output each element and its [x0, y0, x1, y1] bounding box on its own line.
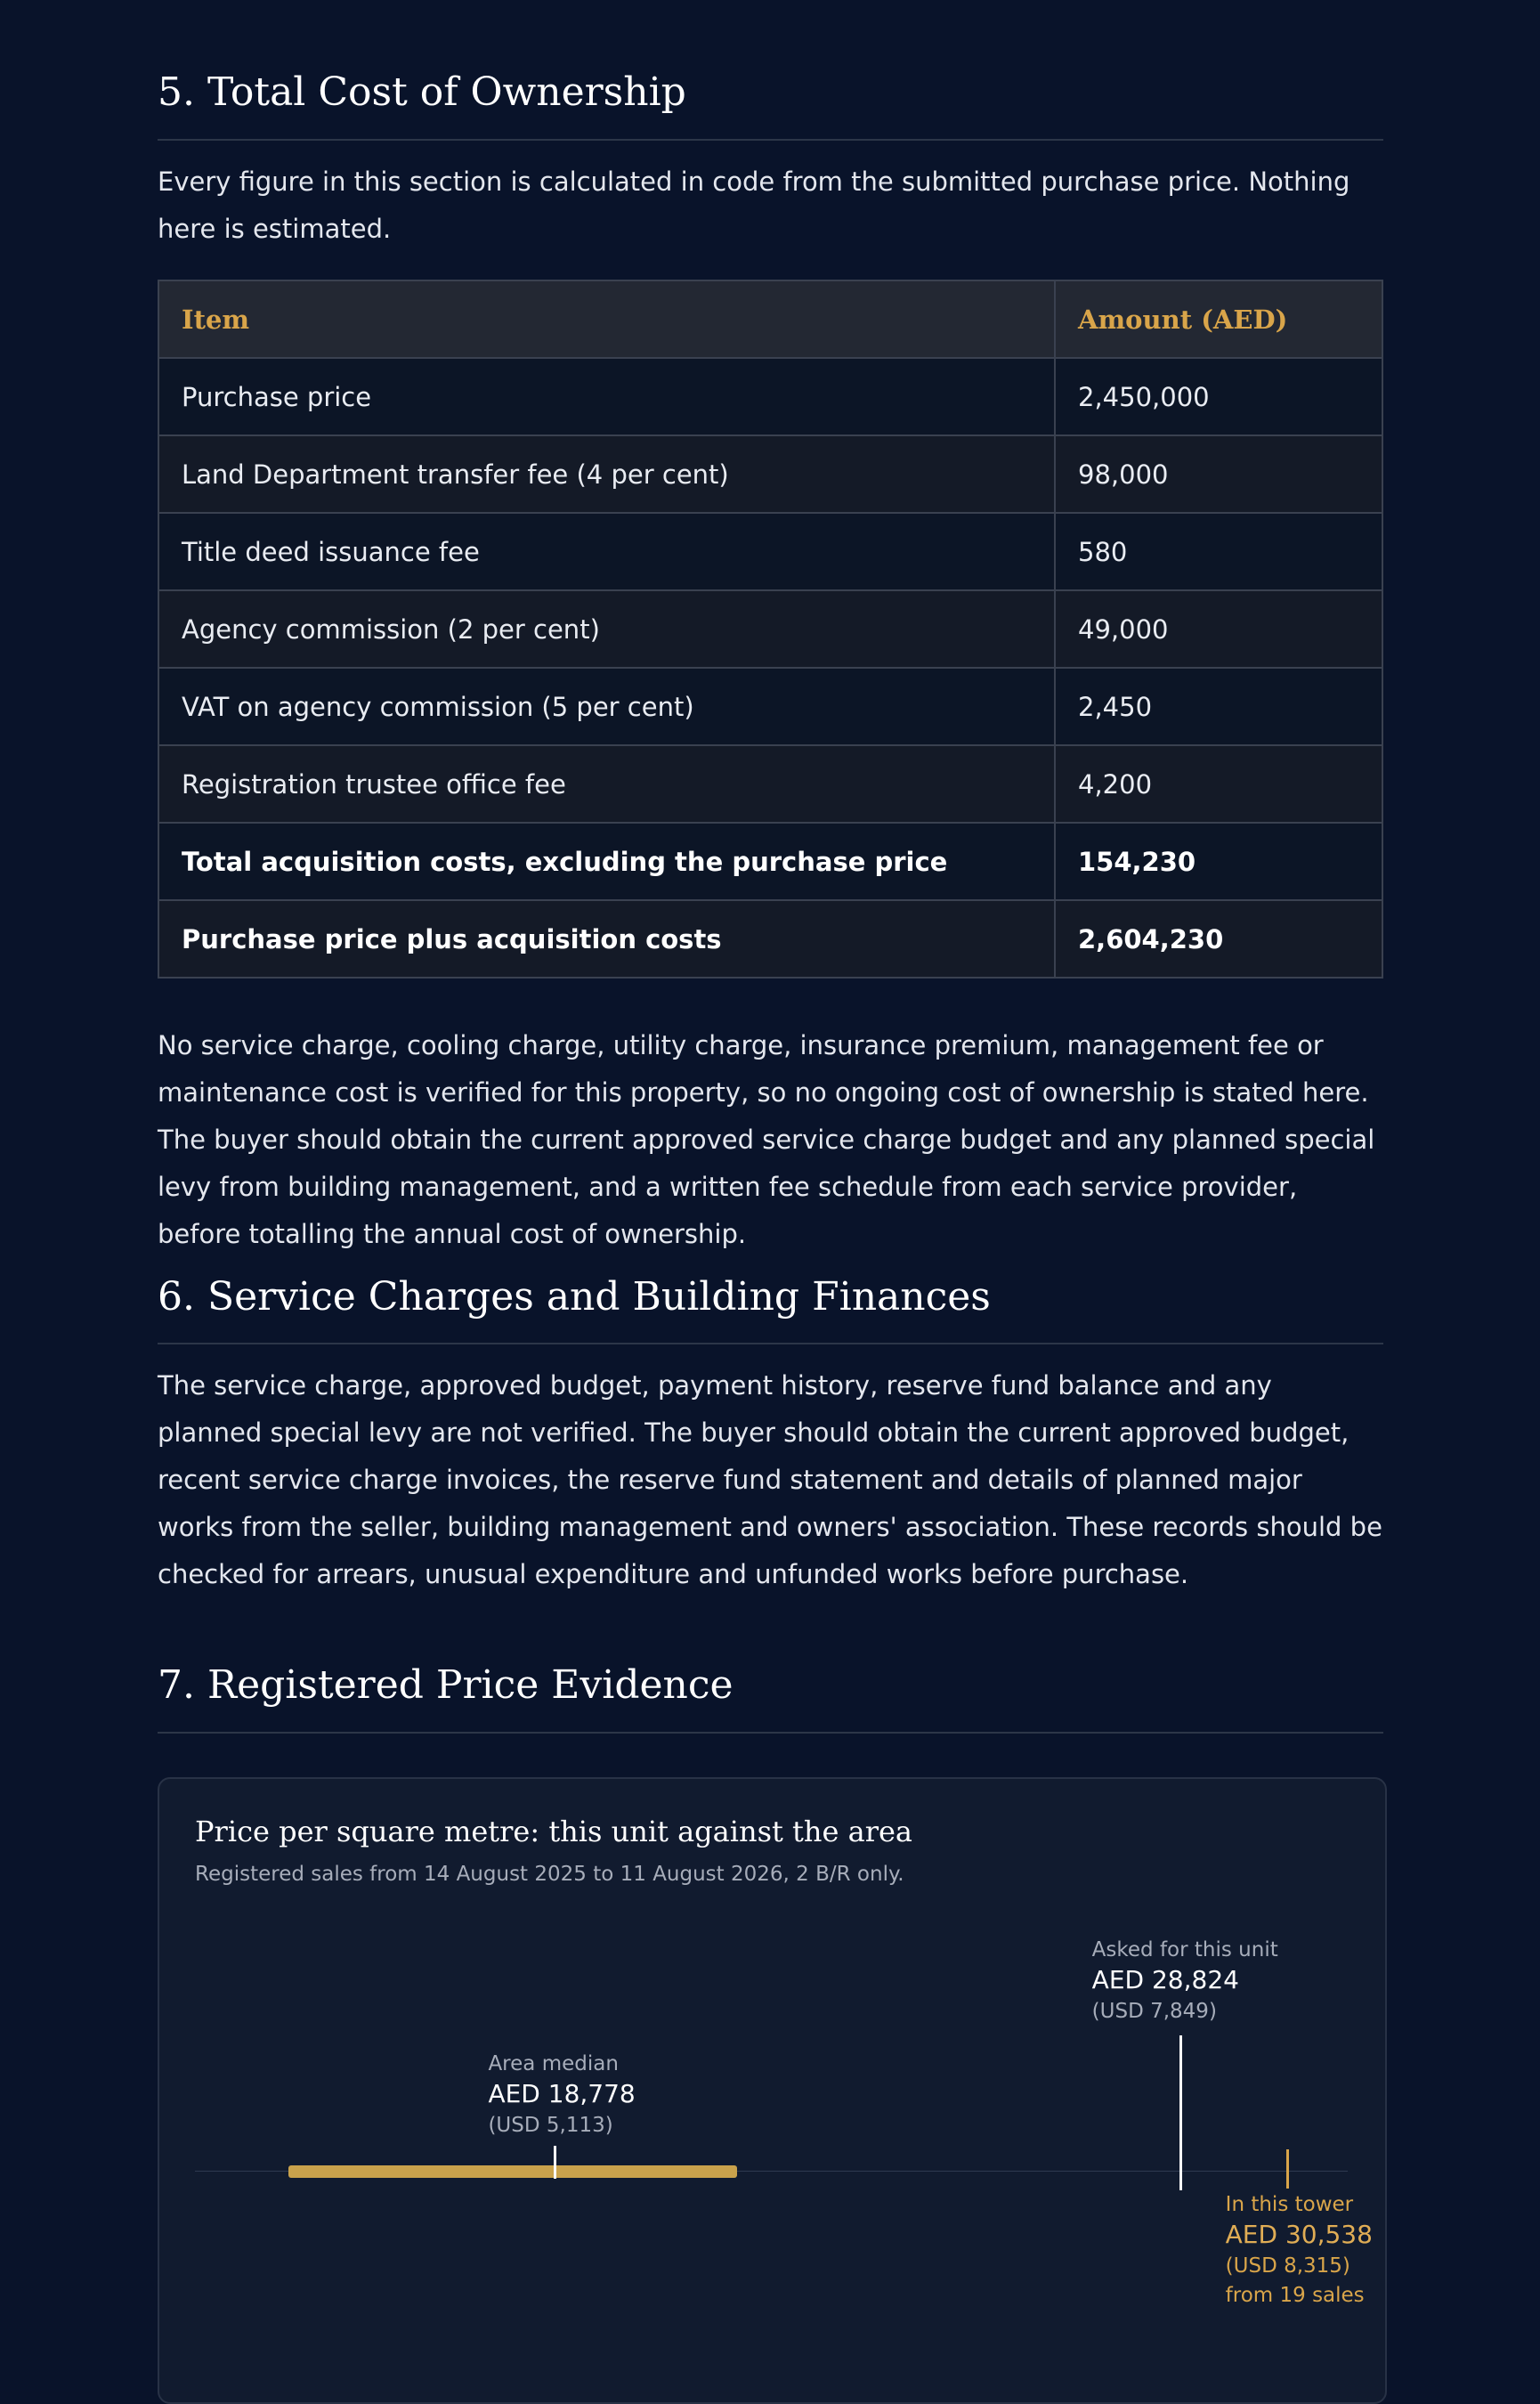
asked-value: AED 28,824	[1091, 1965, 1239, 1994]
area-price-range-bar	[288, 2165, 737, 2178]
median-caption: Area median	[488, 2052, 619, 2075]
tower-caption: In this tower	[1225, 2193, 1354, 2216]
table-row	[158, 513, 1382, 590]
row-amount: 154,230	[1055, 823, 1382, 900]
column-header-amount: Amount (AED)	[1055, 280, 1382, 358]
asked-usd: (USD 7,849)	[1091, 2000, 1217, 2023]
chart-title: Price per square metre: this unit against the area	[195, 1815, 912, 1848]
table-header-row	[158, 280, 1382, 358]
section-divider	[158, 1732, 1383, 1734]
tower-value: AED 30,538	[1225, 2220, 1373, 2249]
row-amount: 4,200	[1055, 745, 1382, 823]
table-row	[158, 435, 1382, 513]
row-amount: 2,450	[1055, 668, 1382, 745]
section-divider	[158, 1343, 1383, 1344]
row-amount: 98,000	[1055, 435, 1382, 513]
row-item: Registration trustee office fee	[158, 745, 1055, 823]
asked-price-label	[1092, 1936, 1278, 2026]
tower-marker	[1286, 2149, 1289, 2189]
table-row	[158, 590, 1382, 668]
column-header-item: Item	[158, 280, 1055, 358]
table-row-total	[158, 823, 1382, 900]
table-row	[158, 358, 1382, 435]
row-item: Agency commission (2 per cent)	[158, 590, 1055, 668]
row-item: VAT on agency commission (5 per cent)	[158, 668, 1055, 745]
row-item: Total acquisition costs, excluding the purchase price	[158, 823, 1055, 900]
row-item: Title deed issuance fee	[158, 513, 1055, 590]
price-chart-card	[158, 1777, 1387, 2404]
asked-price-marker	[1179, 2035, 1182, 2190]
row-amount: 2,450,000	[1055, 358, 1382, 435]
median-usd: (USD 5,113)	[488, 2114, 613, 2137]
table-row	[158, 745, 1382, 823]
tower-sales-count: from 19 sales	[1225, 2284, 1365, 2307]
row-item: Purchase price	[158, 358, 1055, 435]
section-divider	[158, 139, 1383, 141]
row-item: Purchase price plus acquisition costs	[158, 900, 1055, 978]
tower-usd: (USD 8,315)	[1225, 2254, 1350, 2278]
section-heading-service-charges: 6. Service Charges and Building Finances	[158, 1274, 991, 1320]
tco-note: No service charge, cooling charge, utility charge, insurance premium, management fee or maintenance cost is verified for this property, so no ongoing cost of ownership is stated here. The buyer should obtain the current approved service charge budget and any planned special levy from building management, and a written fee schedule from each service provider, before totalling the annual cost of ownership.	[158, 1030, 1375, 1249]
asked-caption: Asked for this unit	[1091, 1938, 1278, 1961]
tco-intro: Every figure in this section is calculated in code from the submitted purchase price. Nothing here is estimated.	[158, 166, 1350, 244]
row-amount: 49,000	[1055, 590, 1382, 668]
table-row-total	[158, 900, 1382, 978]
tco-table	[158, 280, 1383, 979]
tower-label	[1226, 2190, 1373, 2310]
median-marker	[554, 2146, 556, 2179]
row-amount: 580	[1055, 513, 1382, 590]
median-label	[488, 2050, 635, 2140]
section-heading-price-evidence: 7. Registered Price Evidence	[158, 1662, 734, 1708]
service-charges-body: The service charge, approved budget, payment history, reserve fund balance and any planned special levy are not verified. The buyer should obtain the current approved budget, recent service charge invoices, the reserve fund statement and details of planned major works from the seller, building management and owners' association. These records should be checked for arrears, unusual expenditure and unfunded works before purchase.	[158, 1370, 1382, 1589]
median-value: AED 18,778	[488, 2079, 636, 2108]
row-item: Land Department transfer fee (4 per cent)	[158, 435, 1055, 513]
chart-subtitle: Registered sales from 14 August 2025 to 11 August 2026, 2 B/R only.	[195, 1863, 904, 1886]
row-amount: 2,604,230	[1055, 900, 1382, 978]
section-heading-tco: 5. Total Cost of Ownership	[158, 69, 686, 115]
table-row	[158, 668, 1382, 745]
